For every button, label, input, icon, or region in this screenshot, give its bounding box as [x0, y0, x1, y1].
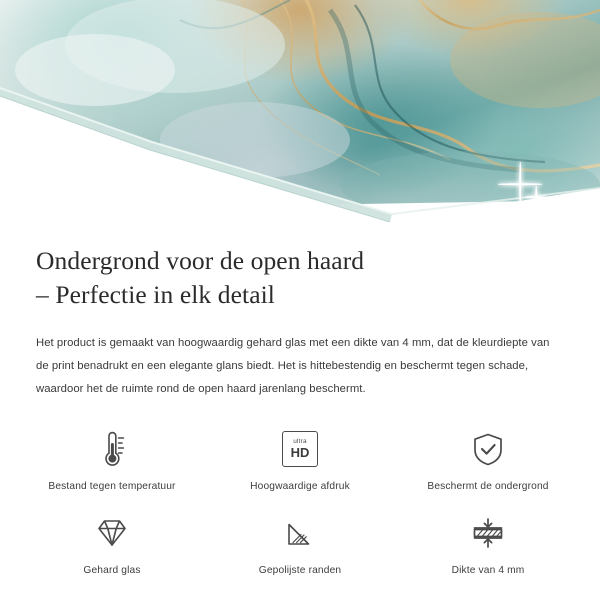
- hero-image: [0, 0, 600, 222]
- headline-line-2: – Perfectie in elk detail: [36, 280, 275, 310]
- polished-edges-icon: [278, 510, 322, 556]
- ultra-hd-icon: [282, 426, 318, 472]
- feature-grid: [0, 426, 600, 576]
- shield-check-icon: [466, 426, 510, 472]
- thickness-4mm-icon: [465, 510, 511, 556]
- feature-label: Bestand tegen temperatuur: [48, 481, 176, 493]
- feature-item-tempered-glass: [18, 510, 206, 576]
- feature-item-thickness: [394, 510, 582, 576]
- feature-label: Beschermt de ondergrond: [427, 481, 549, 493]
- thermometer-icon: [90, 426, 134, 472]
- description-paragraph: Het product is gemaakt van hoogwaardig gehard glas met een dikte van 4 mm, dat de kleurdiepte van de print benadrukt en een elegante glans biedt. Het is hittebestendig en beschermt tegen schade, waardoor het de ruimte rond de open haard jarenlang beschermt.: [36, 337, 550, 395]
- hero-artwork: [0, 0, 600, 222]
- feature-item-print-quality: [206, 426, 394, 492]
- feature-item-surface-protection: [394, 426, 582, 492]
- feature-label: Gehard glas: [83, 565, 141, 577]
- feature-label: Gepolijste randen: [258, 565, 342, 577]
- feature-label: Hoogwaardige afdruk: [250, 481, 350, 493]
- ultra-hd-badge-top: ultra: [293, 437, 307, 445]
- ultra-hd-badge-bottom: HD: [290, 445, 310, 461]
- headline-line-1: Ondergrond voor de open haard: [36, 246, 365, 275]
- feature-item-polished-edges: [206, 510, 394, 576]
- page-title: [36, 244, 564, 312]
- text-content: [0, 244, 600, 400]
- feature-item-temperature: [18, 426, 206, 492]
- feature-label: Dikte van 4 mm: [451, 565, 525, 577]
- diamond-icon: [89, 510, 135, 556]
